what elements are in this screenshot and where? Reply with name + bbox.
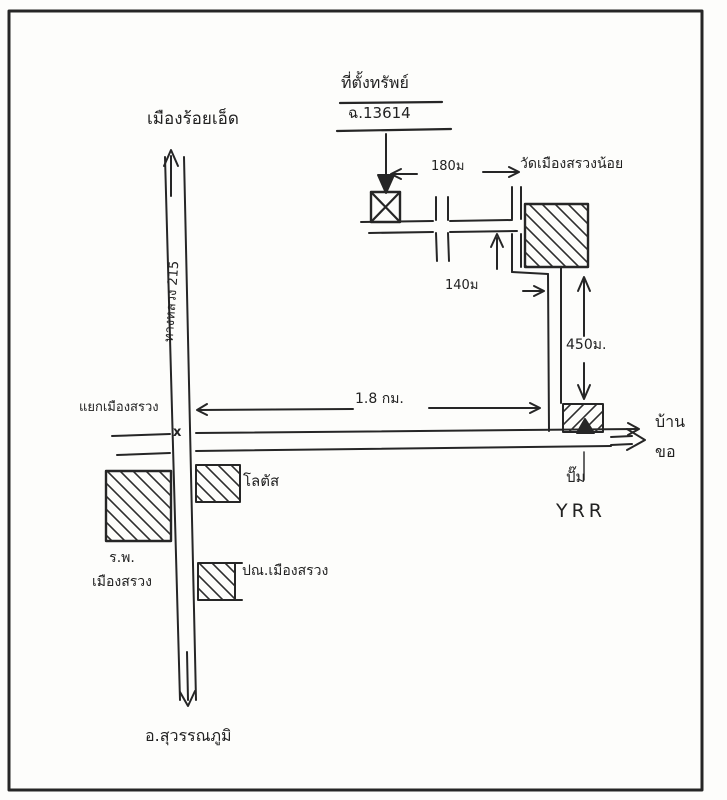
junction-x-mark: x — [173, 425, 182, 440]
village-label — [655, 407, 685, 467]
hospital-block — [106, 471, 171, 541]
lotus-block — [196, 465, 240, 502]
village-label-line2: ขอ — [655, 442, 676, 461]
branch-road-west-edge — [548, 274, 549, 431]
south-arrow-line — [187, 652, 188, 700]
property-pointer-head-icon — [378, 175, 394, 193]
south-city-label: อ.สุวรรณภูมิ — [145, 726, 232, 745]
distance-180m-label: 180ม — [431, 159, 465, 174]
highway-215-east-edge — [184, 157, 196, 700]
road-jog-line — [512, 272, 548, 274]
main-road-bottom-edge — [196, 446, 611, 451]
deed-number-label: ฉ.13614 — [348, 104, 411, 122]
temple-block — [525, 204, 588, 267]
post-office-label: ปณ.เมืองสรวง — [242, 563, 329, 579]
highway-215-label: ทางหลวง 215 — [161, 260, 183, 343]
distance-1-8km-label: 1.8 กม. — [355, 391, 404, 407]
junction-label: แยกเมืองสรวง — [79, 400, 159, 415]
pump-brand-label: YRR — [556, 500, 607, 522]
property-title-label: ที่ตั้งทรัพย์ — [341, 73, 409, 92]
pump-label: ปั๊ม — [566, 468, 586, 486]
hospital-label-line1: ร.พ. — [109, 550, 135, 566]
post-office-block — [198, 563, 235, 600]
post-office-edge-extension — [235, 563, 242, 600]
measure-1-8km-line — [198, 408, 539, 410]
soi-bottom-edge — [369, 231, 517, 233]
village-label-line1: บ้าน — [655, 412, 686, 431]
east-double-arrow-tail — [611, 436, 632, 445]
distance-140m-label: 140ม — [445, 278, 479, 293]
west-road-bottom-edge — [117, 453, 170, 455]
east-double-arrow-head-icon — [627, 429, 645, 450]
lotus-label: โลตัส — [243, 472, 280, 490]
west-road-top-edge — [112, 434, 170, 436]
cross-road-east-edge — [448, 197, 449, 261]
cross-road-west-edge — [436, 197, 437, 261]
north-city-label: เมืองร้อยเอ็ด — [147, 109, 239, 129]
hospital-label — [76, 546, 168, 594]
deed-underline — [337, 129, 451, 131]
title-underline — [340, 102, 442, 103]
hospital-label-line2: เมืองสรวง — [91, 574, 153, 590]
distance-450m-label: 450ม. — [566, 337, 607, 353]
temple-label: วัดเมืองสรวงน้อย — [520, 156, 624, 172]
